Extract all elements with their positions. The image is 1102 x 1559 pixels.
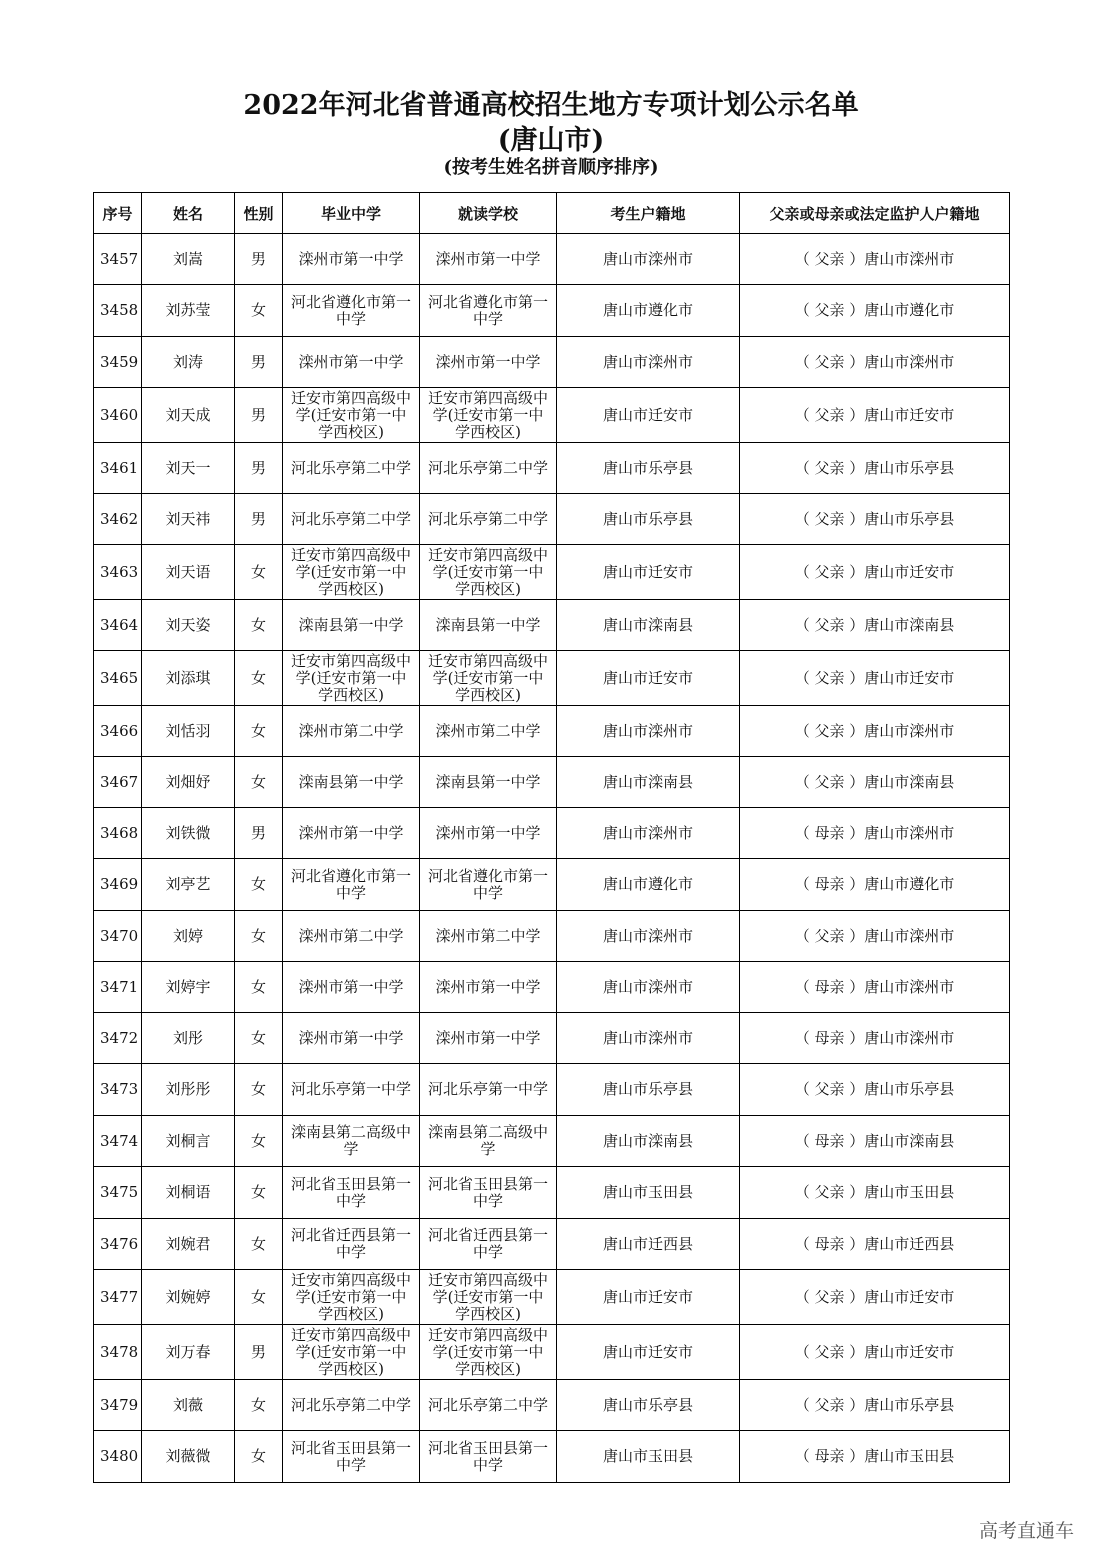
cell-index: 3477	[94, 1270, 142, 1325]
cell-current-school: 迁安市第四高级中学(迁安市第一中学西校区)	[420, 1270, 557, 1325]
cell-residence: 唐山市迁安市	[557, 388, 740, 443]
cell-current-school: 河北省玉田县第一中学	[420, 1431, 557, 1483]
cell-gender: 女	[235, 545, 283, 600]
cell-graduated-school: 滦州市第一中学	[283, 337, 420, 388]
cell-name: 刘婉君	[142, 1219, 235, 1270]
cell-name: 刘添琪	[142, 651, 235, 706]
cell-index: 3467	[94, 757, 142, 808]
cell-graduated-school: 河北省遵化市第一中学	[283, 285, 420, 337]
cell-gender: 女	[235, 285, 283, 337]
col-header-name: 姓名	[142, 193, 235, 234]
table-row	[94, 706, 1010, 757]
cell-current-school: 河北省迁西县第一中学	[420, 1219, 557, 1270]
cell-residence: 唐山市滦州市	[557, 1013, 740, 1064]
cell-index: 3472	[94, 1013, 142, 1064]
cell-current-school: 滦州市第一中学	[420, 337, 557, 388]
col-header-graduated-school: 毕业中学	[283, 193, 420, 234]
cell-residence: 唐山市滦州市	[557, 706, 740, 757]
table-row	[94, 285, 1010, 337]
cell-residence: 唐山市迁西县	[557, 1219, 740, 1270]
cell-current-school: 滦州市第二中学	[420, 706, 557, 757]
table-row	[94, 600, 1010, 651]
cell-index: 3460	[94, 388, 142, 443]
cell-name: 刘亭艺	[142, 859, 235, 911]
cell-index: 3466	[94, 706, 142, 757]
cell-residence: 唐山市滦州市	[557, 962, 740, 1013]
cell-guardian-residence: （ 母亲 ）唐山市滦州市	[740, 962, 1010, 1013]
cell-guardian-residence: （ 父亲 ）唐山市遵化市	[740, 285, 1010, 337]
cell-residence: 唐山市滦州市	[557, 911, 740, 962]
table-row	[94, 962, 1010, 1013]
cell-guardian-residence: （ 父亲 ）唐山市滦州市	[740, 337, 1010, 388]
cell-name: 刘恬羽	[142, 706, 235, 757]
cell-guardian-residence: （ 父亲 ）唐山市滦南县	[740, 600, 1010, 651]
cell-current-school: 河北省遵化市第一中学	[420, 859, 557, 911]
cell-index: 3457	[94, 234, 142, 285]
city-subtitle: (唐山市)	[497, 125, 605, 156]
cell-current-school: 滦南县第二高级中学	[420, 1116, 557, 1167]
cell-guardian-residence: （ 父亲 ）唐山市玉田县	[740, 1167, 1010, 1219]
cell-name: 刘涛	[142, 337, 235, 388]
cell-gender: 男	[235, 1325, 283, 1380]
col-header-gender: 性别	[235, 193, 283, 234]
cell-guardian-residence: （ 父亲 ）唐山市乐亭县	[740, 443, 1010, 494]
cell-graduated-school: 滦州市第二中学	[283, 706, 420, 757]
cell-gender: 女	[235, 1064, 283, 1116]
cell-residence: 唐山市滦南县	[557, 600, 740, 651]
cell-residence: 唐山市乐亭县	[557, 1064, 740, 1116]
cell-graduated-school: 滦州市第二中学	[283, 911, 420, 962]
cell-residence: 唐山市乐亭县	[557, 1380, 740, 1431]
cell-graduated-school: 河北省遵化市第一中学	[283, 859, 420, 911]
cell-gender: 女	[235, 600, 283, 651]
cell-graduated-school: 河北乐亭第二中学	[283, 1380, 420, 1431]
cell-residence: 唐山市迁安市	[557, 651, 740, 706]
cell-name: 刘天姿	[142, 600, 235, 651]
cell-index: 3471	[94, 962, 142, 1013]
cell-graduated-school: 河北省玉田县第一中学	[283, 1167, 420, 1219]
cell-residence: 唐山市乐亭县	[557, 494, 740, 545]
cell-name: 刘桐语	[142, 1167, 235, 1219]
cell-guardian-residence: （ 父亲 ）唐山市滦州市	[740, 706, 1010, 757]
cell-gender: 女	[235, 1270, 283, 1325]
cell-index: 3476	[94, 1219, 142, 1270]
cell-name: 刘桐言	[142, 1116, 235, 1167]
cell-graduated-school: 河北省玉田县第一中学	[283, 1431, 420, 1483]
cell-index: 3459	[94, 337, 142, 388]
cell-index: 3474	[94, 1116, 142, 1167]
col-header-residence: 考生户籍地	[557, 193, 740, 234]
cell-current-school: 河北乐亭第二中学	[420, 1380, 557, 1431]
cell-gender: 女	[235, 1219, 283, 1270]
cell-graduated-school: 迁安市第四高级中学(迁安市第一中学西校区)	[283, 1270, 420, 1325]
cell-gender: 女	[235, 1116, 283, 1167]
cell-name: 刘薇微	[142, 1431, 235, 1483]
table-row	[94, 1325, 1010, 1380]
cell-current-school: 滦南县第一中学	[420, 600, 557, 651]
cell-graduated-school: 滦州市第一中学	[283, 1013, 420, 1064]
cell-residence: 唐山市遵化市	[557, 285, 740, 337]
table-row	[94, 1116, 1010, 1167]
cell-residence: 唐山市遵化市	[557, 859, 740, 911]
cell-gender: 女	[235, 1431, 283, 1483]
table-row	[94, 911, 1010, 962]
col-header-guardian-residence: 父亲或母亲或法定监护人户籍地	[740, 193, 1010, 234]
cell-graduated-school: 迁安市第四高级中学(迁安市第一中学西校区)	[283, 388, 420, 443]
cell-guardian-residence: （ 母亲 ）唐山市滦南县	[740, 1116, 1010, 1167]
cell-gender: 女	[235, 859, 283, 911]
cell-name: 刘彤	[142, 1013, 235, 1064]
cell-index: 3478	[94, 1325, 142, 1380]
cell-gender: 女	[235, 962, 283, 1013]
table-row	[94, 1431, 1010, 1483]
cell-index: 3462	[94, 494, 142, 545]
cell-graduated-school: 滦南县第二高级中学	[283, 1116, 420, 1167]
cell-name: 刘婷宇	[142, 962, 235, 1013]
cell-current-school: 滦南县第一中学	[420, 757, 557, 808]
cell-guardian-residence: （ 母亲 ）唐山市遵化市	[740, 859, 1010, 911]
cell-current-school: 滦州市第一中学	[420, 962, 557, 1013]
cell-current-school: 迁安市第四高级中学(迁安市第一中学西校区)	[420, 388, 557, 443]
cell-current-school: 迁安市第四高级中学(迁安市第一中学西校区)	[420, 1325, 557, 1380]
cell-residence: 唐山市迁安市	[557, 545, 740, 600]
cell-gender: 男	[235, 494, 283, 545]
cell-gender: 男	[235, 443, 283, 494]
cell-gender: 女	[235, 1013, 283, 1064]
cell-name: 刘嵩	[142, 234, 235, 285]
cell-name: 刘薇	[142, 1380, 235, 1431]
cell-guardian-residence: （ 父亲 ）唐山市迁安市	[740, 1325, 1010, 1380]
cell-name: 刘万春	[142, 1325, 235, 1380]
sort-note: (按考生姓名拼音顺序排序)	[443, 157, 659, 178]
cell-current-school: 滦州市第二中学	[420, 911, 557, 962]
cell-index: 3470	[94, 911, 142, 962]
cell-name: 刘天祎	[142, 494, 235, 545]
cell-guardian-residence: （ 父亲 ）唐山市滦南县	[740, 757, 1010, 808]
cell-residence: 唐山市迁安市	[557, 1325, 740, 1380]
cell-gender: 女	[235, 1380, 283, 1431]
cell-residence: 唐山市迁安市	[557, 1270, 740, 1325]
cell-current-school: 河北省玉田县第一中学	[420, 1167, 557, 1219]
cell-gender: 女	[235, 706, 283, 757]
cell-guardian-residence: （ 父亲 ）唐山市迁安市	[740, 545, 1010, 600]
table-row	[94, 1064, 1010, 1116]
cell-gender: 女	[235, 757, 283, 808]
cell-name: 刘天成	[142, 388, 235, 443]
cell-residence: 唐山市玉田县	[557, 1167, 740, 1219]
cell-residence: 唐山市滦州市	[557, 337, 740, 388]
col-header-current-school: 就读学校	[420, 193, 557, 234]
cell-name: 刘畑妤	[142, 757, 235, 808]
cell-index: 3479	[94, 1380, 142, 1431]
cell-name: 刘婷	[142, 911, 235, 962]
cell-name: 刘苏莹	[142, 285, 235, 337]
table-row	[94, 337, 1010, 388]
cell-gender: 女	[235, 911, 283, 962]
cell-name: 刘铁微	[142, 808, 235, 859]
cell-graduated-school: 河北省迁西县第一中学	[283, 1219, 420, 1270]
page-title: 2022年河北省普通高校招生地方专项计划公示名单	[243, 90, 859, 121]
cell-current-school: 迁安市第四高级中学(迁安市第一中学西校区)	[420, 651, 557, 706]
cell-residence: 唐山市滦南县	[557, 1116, 740, 1167]
table-row	[94, 234, 1010, 285]
cell-gender: 男	[235, 388, 283, 443]
cell-index: 3458	[94, 285, 142, 337]
cell-gender: 女	[235, 651, 283, 706]
table-row	[94, 1219, 1010, 1270]
cell-graduated-school: 河北乐亭第二中学	[283, 443, 420, 494]
table-row	[94, 859, 1010, 911]
cell-residence: 唐山市滦州市	[557, 234, 740, 285]
table-row	[94, 545, 1010, 600]
cell-residence: 唐山市玉田县	[557, 1431, 740, 1483]
cell-graduated-school: 迁安市第四高级中学(迁安市第一中学西校区)	[283, 651, 420, 706]
cell-guardian-residence: （ 父亲 ）唐山市乐亭县	[740, 1064, 1010, 1116]
cell-guardian-residence: （ 父亲 ）唐山市滦州市	[740, 911, 1010, 962]
cell-current-school: 滦州市第一中学	[420, 234, 557, 285]
cell-name: 刘婉婷	[142, 1270, 235, 1325]
cell-graduated-school: 滦南县第一中学	[283, 757, 420, 808]
cell-name: 刘天语	[142, 545, 235, 600]
cell-graduated-school: 迁安市第四高级中学(迁安市第一中学西校区)	[283, 1325, 420, 1380]
cell-index: 3465	[94, 651, 142, 706]
table-header-row	[94, 193, 1010, 234]
table-row	[94, 1270, 1010, 1325]
cell-graduated-school: 滦州市第一中学	[283, 962, 420, 1013]
table-row	[94, 757, 1010, 808]
cell-gender: 男	[235, 234, 283, 285]
table-row	[94, 443, 1010, 494]
admission-list-table	[93, 192, 1010, 1483]
cell-current-school: 河北乐亭第二中学	[420, 443, 557, 494]
table-row	[94, 651, 1010, 706]
cell-guardian-residence: （ 父亲 ）唐山市乐亭县	[740, 494, 1010, 545]
cell-gender: 男	[235, 337, 283, 388]
cell-graduated-school: 河北乐亭第一中学	[283, 1064, 420, 1116]
cell-graduated-school: 滦州市第一中学	[283, 808, 420, 859]
cell-index: 3480	[94, 1431, 142, 1483]
cell-graduated-school: 滦州市第一中学	[283, 234, 420, 285]
cell-index: 3461	[94, 443, 142, 494]
col-header-index: 序号	[94, 193, 142, 234]
cell-guardian-residence: （ 母亲 ）唐山市迁西县	[740, 1219, 1010, 1270]
cell-name: 刘彤彤	[142, 1064, 235, 1116]
cell-index: 3464	[94, 600, 142, 651]
table-row	[94, 1167, 1010, 1219]
cell-guardian-residence: （ 母亲 ）唐山市玉田县	[740, 1431, 1010, 1483]
cell-guardian-residence: （ 父亲 ）唐山市迁安市	[740, 388, 1010, 443]
table-row	[94, 808, 1010, 859]
cell-guardian-residence: （ 父亲 ）唐山市滦州市	[740, 234, 1010, 285]
table-body	[94, 234, 1010, 1483]
cell-index: 3463	[94, 545, 142, 600]
cell-current-school: 河北乐亭第一中学	[420, 1064, 557, 1116]
cell-residence: 唐山市乐亭县	[557, 443, 740, 494]
cell-current-school: 迁安市第四高级中学(迁安市第一中学西校区)	[420, 545, 557, 600]
cell-guardian-residence: （ 父亲 ）唐山市乐亭县	[740, 1380, 1010, 1431]
table-row	[94, 1380, 1010, 1431]
cell-graduated-school: 迁安市第四高级中学(迁安市第一中学西校区)	[283, 545, 420, 600]
cell-residence: 唐山市滦南县	[557, 757, 740, 808]
watermark: 高考直通车	[978, 1520, 1074, 1542]
cell-index: 3475	[94, 1167, 142, 1219]
cell-guardian-residence: （ 父亲 ）唐山市迁安市	[740, 651, 1010, 706]
cell-residence: 唐山市滦州市	[557, 808, 740, 859]
cell-current-school: 河北省遵化市第一中学	[420, 285, 557, 337]
cell-graduated-school: 滦南县第一中学	[283, 600, 420, 651]
cell-current-school: 河北乐亭第二中学	[420, 494, 557, 545]
table-row	[94, 1013, 1010, 1064]
table-row	[94, 494, 1010, 545]
cell-guardian-residence: （ 父亲 ）唐山市迁安市	[740, 1270, 1010, 1325]
cell-guardian-residence: （ 母亲 ）唐山市滦州市	[740, 1013, 1010, 1064]
cell-current-school: 滦州市第一中学	[420, 1013, 557, 1064]
cell-name: 刘天一	[142, 443, 235, 494]
cell-index: 3468	[94, 808, 142, 859]
cell-graduated-school: 河北乐亭第二中学	[283, 494, 420, 545]
cell-guardian-residence: （ 母亲 ）唐山市滦州市	[740, 808, 1010, 859]
cell-gender: 女	[235, 1167, 283, 1219]
cell-index: 3473	[94, 1064, 142, 1116]
table-row	[94, 388, 1010, 443]
cell-current-school: 滦州市第一中学	[420, 808, 557, 859]
cell-index: 3469	[94, 859, 142, 911]
cell-gender: 男	[235, 808, 283, 859]
